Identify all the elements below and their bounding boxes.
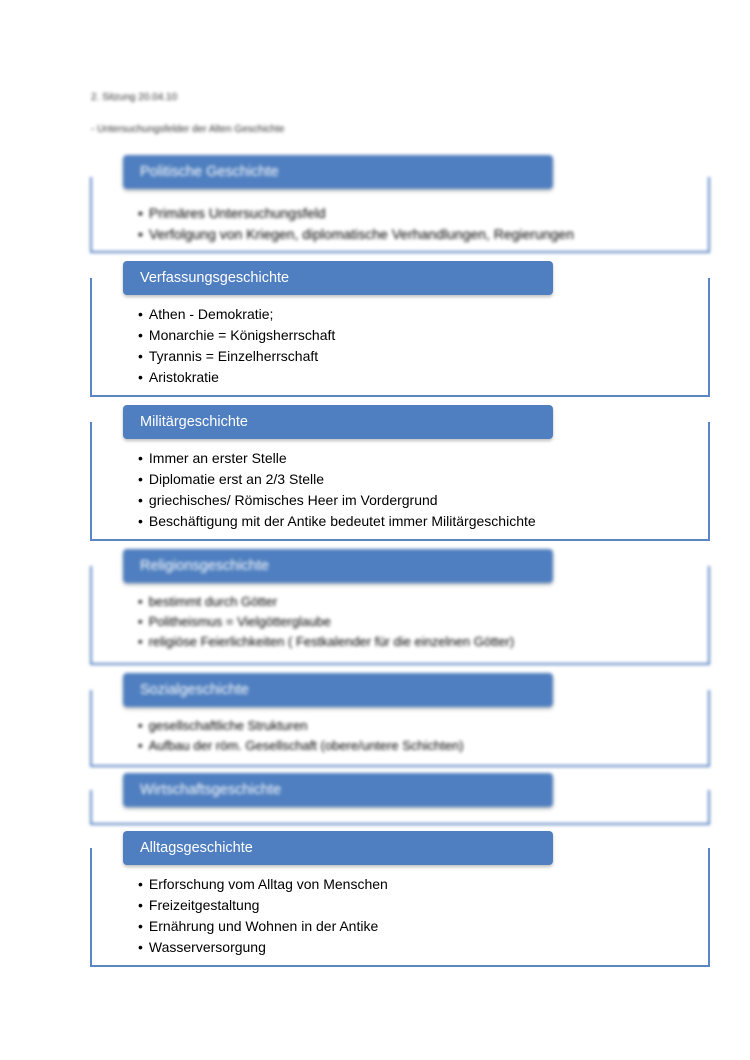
bullet-list (138, 448, 536, 532)
list-item: • Beschäftigung mit der Antike bedeutet immer Militärgeschichte (138, 511, 536, 532)
section-title: Religionsgeschichte (123, 549, 553, 583)
list-item: • Aufbau der röm. Gesellschaft (obere/untere Schichten) (138, 736, 464, 756)
bullet-list (138, 592, 514, 652)
section-sozialgeschichte (90, 673, 710, 767)
list-item: • bestimmt durch Götter (138, 592, 514, 612)
section-title: Politische Geschichte (123, 155, 553, 189)
list-item: • Athen - Demokratie; (138, 304, 335, 325)
list-item: • Diplomatie erst an 2/3 Stelle (138, 469, 536, 490)
document-subtitle: - Untersuchungsfelder der Alten Geschichte (91, 124, 285, 135)
list-item: • gesellschaftliche Strukturen (138, 716, 464, 736)
bullet-list (138, 304, 335, 388)
section-wirtschaftsgeschichte (90, 773, 710, 825)
list-item: • Wasserversorgung (138, 937, 388, 958)
section-title: Wirtschaftsgeschichte (123, 773, 553, 807)
section-title: Sozialgeschichte (123, 673, 553, 707)
section-title: Militärgeschichte (123, 405, 553, 439)
section-religionsgeschichte (90, 549, 710, 665)
bullet-list (138, 203, 574, 245)
section-alltagsgeschichte (90, 831, 710, 967)
list-item: • Immer an erster Stelle (138, 448, 536, 469)
list-item: • religiöse Feierlichkeiten ( Festkalender für die einzelnen Götter) (138, 632, 514, 652)
list-item: • griechisches/ Römisches Heer im Vordergrund (138, 490, 536, 511)
bullet-list (138, 716, 464, 756)
section-title: Verfassungsgeschichte (123, 261, 553, 295)
list-item: • Tyrannis = Einzelherrschaft (138, 346, 335, 367)
session-header: 2. Sitzung 20.04.10 (91, 92, 178, 103)
list-item: • Verfolgung von Kriegen, diplomatische Verhandlungen, Regierungen (138, 224, 574, 245)
list-item: • Monarchie = Königsherrschaft (138, 325, 335, 346)
bullet-list (138, 874, 388, 958)
list-item: • Politheismus = Vielgötterglaube (138, 612, 514, 632)
section-politische-geschichte (90, 155, 710, 253)
list-item: • Ernährung und Wohnen in der Antike (138, 916, 388, 937)
list-item: • Aristokratie (138, 367, 335, 388)
section-title: Alltagsgeschichte (123, 831, 553, 865)
list-item: • Primäres Untersuchungsfeld (138, 203, 574, 224)
section-militaergeschichte (90, 405, 710, 541)
list-item: • Erforschung vom Alltag von Menschen (138, 874, 388, 895)
section-verfassungsgeschichte (90, 261, 710, 397)
list-item: • Freizeitgestaltung (138, 895, 388, 916)
